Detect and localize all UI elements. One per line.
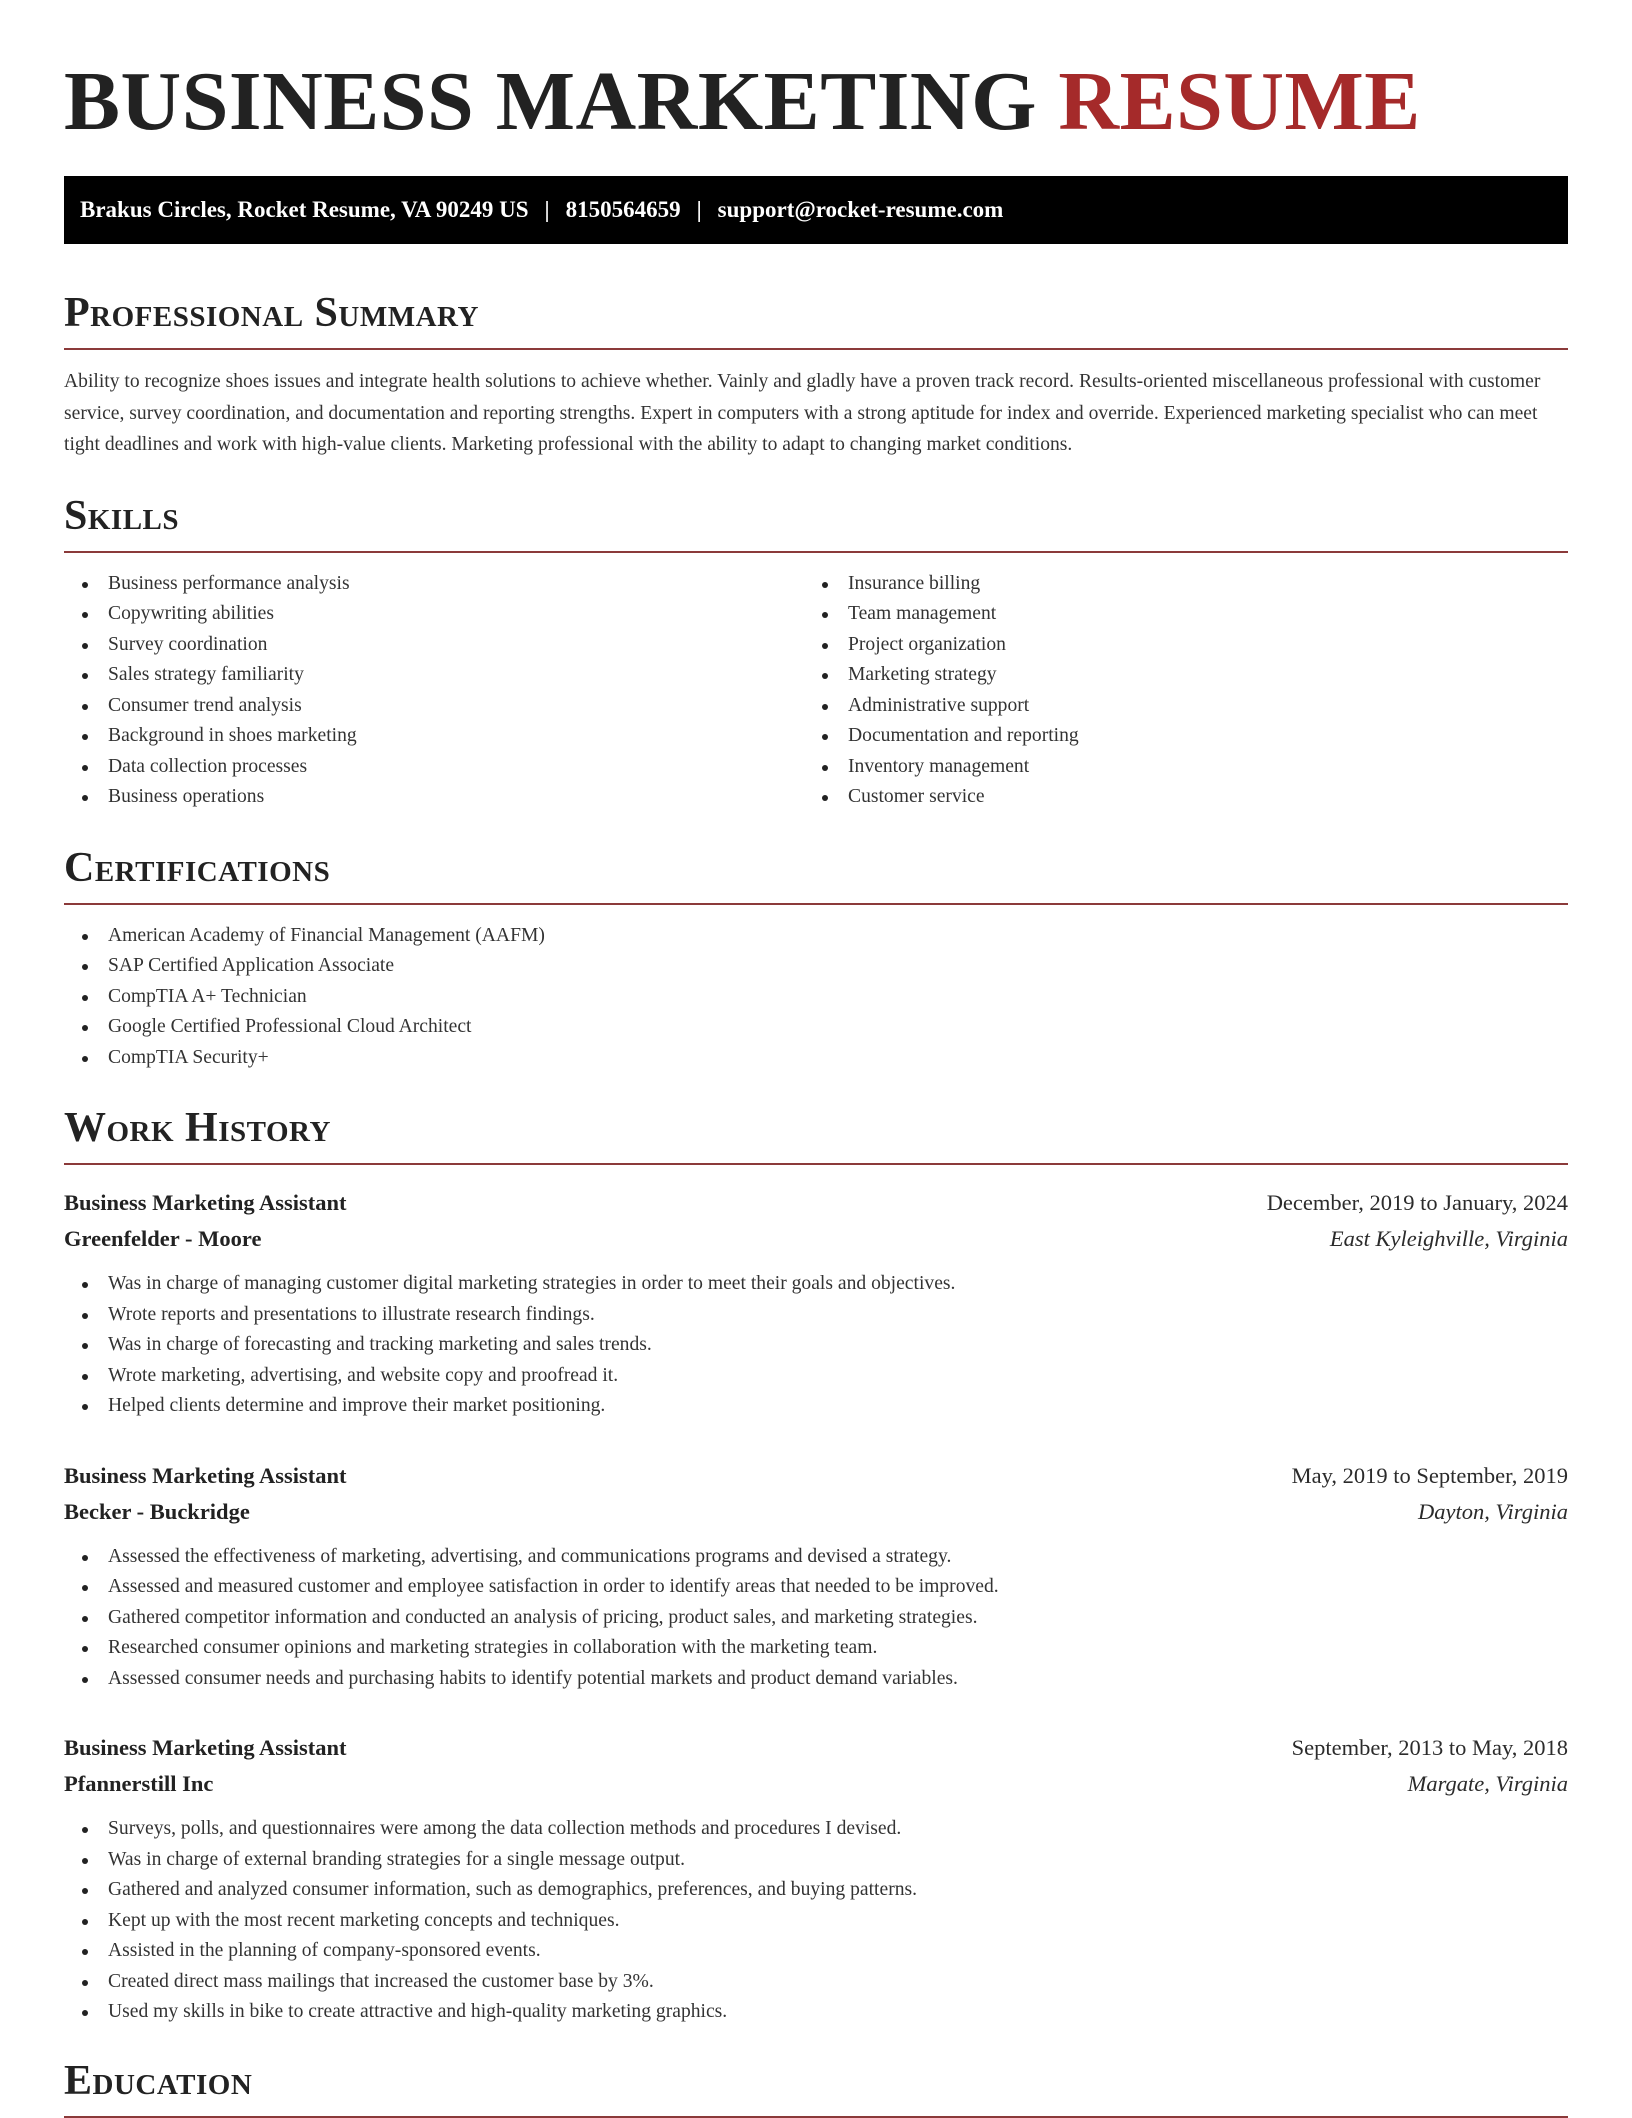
job-entry	[64, 1185, 1568, 1422]
job-dates: May, 2019 to September, 2019	[1291, 1462, 1568, 1488]
job-company-row	[64, 1494, 1568, 1530]
skill-item: Background in shoes marketing	[64, 721, 804, 752]
skill-item: Consumer trend analysis	[64, 691, 804, 722]
job-title: Business Marketing Assistant	[64, 1190, 347, 1215]
job-title: Business Marketing Assistant	[64, 1462, 347, 1488]
job-bullet: Researched consumer opinions and marketing strategies in collaboration with the marketing team.	[64, 1633, 1568, 1664]
job-company: Becker - Buckridge	[64, 1498, 250, 1524]
contact-separator: |	[696, 197, 702, 222]
skill-item: Insurance billing	[804, 569, 1544, 600]
certification-item: CompTIA A+ Technician	[64, 982, 1568, 1013]
job-bullet: Wrote marketing, advertising, and website copy and proofread it.	[64, 1361, 1568, 1392]
job-bullet: Kept up with the most recent marketing concepts and techniques.	[64, 1906, 1568, 1937]
job-company-row	[64, 1221, 1568, 1257]
title-accent: RESUME	[1058, 55, 1421, 148]
skill-item: Copywriting abilities	[64, 599, 804, 630]
job-bullet: Used my skills in bike to create attractive and high-quality marketing graphics.	[64, 1997, 1568, 2028]
skill-item: Inventory management	[804, 752, 1544, 783]
skills-grid	[64, 569, 1568, 813]
job-bullets	[64, 1542, 1568, 1695]
education-section	[64, 2056, 1568, 2118]
contact-phone: 8150564659	[565, 197, 681, 222]
job-bullet: Gathered competitor information and conducted an analysis of pricing, product sales, and marketing strategies.	[64, 1603, 1568, 1634]
contact-email: support@rocket-resume.com	[717, 197, 1004, 222]
job-bullet: Assessed the effectiveness of marketing, advertising, and communications programs and devised a strategy.	[64, 1542, 1568, 1573]
skills-list-left	[64, 569, 804, 813]
job-company: Greenfelder - Moore	[64, 1226, 262, 1251]
job-header-row	[64, 1185, 1568, 1221]
job-location: East Kyleighville, Virginia	[1329, 1226, 1568, 1251]
job-bullets	[64, 1814, 1568, 2028]
contact-address: Brakus Circles, Rocket Resume, VA 90249 US	[80, 197, 529, 222]
job-dates: September, 2013 to May, 2018	[1291, 1735, 1568, 1760]
summary-heading: Professional Summary	[64, 288, 1568, 350]
skills-list-right	[804, 569, 1544, 813]
certification-item: American Academy of Financial Management (AAFM)	[64, 921, 1568, 952]
job-bullet: Assisted in the planning of company-sponsored events.	[64, 1936, 1568, 1967]
skills-heading: Skills	[64, 491, 1568, 553]
job-header-row	[64, 1730, 1568, 1766]
skill-item: Data collection processes	[64, 752, 804, 783]
job-bullet: Assessed consumer needs and purchasing habits to identify potential markets and product demand variables.	[64, 1664, 1568, 1695]
job-location: Margate, Virginia	[1407, 1771, 1568, 1796]
job-header-row	[64, 1458, 1568, 1494]
job-bullet: Created direct mass mailings that increased the customer base by 3%.	[64, 1967, 1568, 1998]
work-history-section	[64, 1103, 1568, 2028]
certification-item: SAP Certified Application Associate	[64, 951, 1568, 982]
job-bullet: Wrote reports and presentations to illustrate research findings.	[64, 1300, 1568, 1331]
skill-item: Sales strategy familiarity	[64, 660, 804, 691]
job-bullet: Gathered and analyzed consumer information, such as demographics, preferences, and buying patterns.	[64, 1875, 1568, 1906]
job-entry	[64, 1730, 1568, 2028]
job-title: Business Marketing Assistant	[64, 1735, 347, 1760]
education-heading: Education	[64, 2056, 1568, 2118]
job-location: Dayton, Virginia	[1418, 1498, 1568, 1524]
skill-item: Marketing strategy	[804, 660, 1544, 691]
skill-item: Business operations	[64, 782, 804, 813]
work-history-heading: Work History	[64, 1103, 1568, 1165]
certifications-section	[64, 843, 1568, 1074]
job-company-row	[64, 1766, 1568, 1802]
certifications-list	[64, 921, 1568, 1074]
skill-item: Business performance analysis	[64, 569, 804, 600]
job-company: Pfannerstill Inc	[64, 1771, 214, 1796]
job-bullet: Surveys, polls, and questionnaires were among the data collection methods and procedures I devised.	[64, 1814, 1568, 1845]
contact-separator: |	[544, 197, 550, 222]
title-main: BUSINESS MARKETING	[64, 55, 1037, 148]
skill-item: Survey coordination	[64, 630, 804, 661]
skill-item: Team management	[804, 599, 1544, 630]
skill-item: Administrative support	[804, 691, 1544, 722]
certification-item: Google Certified Professional Cloud Architect	[64, 1012, 1568, 1043]
certifications-heading: Certifications	[64, 843, 1568, 905]
summary-section	[64, 288, 1568, 461]
certification-item: CompTIA Security+	[64, 1043, 1568, 1074]
job-dates: December, 2019 to January, 2024	[1266, 1190, 1568, 1215]
skill-item: Documentation and reporting	[804, 721, 1544, 752]
job-entry	[64, 1458, 1568, 1695]
job-bullet: Helped clients determine and improve their market positioning.	[64, 1391, 1568, 1422]
resume-title	[64, 52, 1568, 152]
skills-section	[64, 491, 1568, 813]
job-bullet: Was in charge of external branding strategies for a single message output.	[64, 1845, 1568, 1876]
summary-text: Ability to recognize shoes issues and integrate health solutions to achieve whether. Vainly and gladly have a proven track record. Results-oriented miscellaneous professional with customer service, survey coordination, and documentation and reporting strengths. Expert in computers with a strong aptitude for index and override. Experienced marketing specialist who can meet tight deadlines and work with high-value clients. Marketing professional with the ability to adapt to changing market conditions.	[64, 371, 1541, 455]
contact-bar	[64, 176, 1568, 244]
job-bullets	[64, 1269, 1568, 1422]
job-bullet: Was in charge of forecasting and tracking marketing and sales trends.	[64, 1330, 1568, 1361]
job-bullet: Was in charge of managing customer digital marketing strategies in order to meet their goals and objectives.	[64, 1269, 1568, 1300]
skill-item: Project organization	[804, 630, 1544, 661]
job-bullet: Assessed and measured customer and employee satisfaction in order to identify areas that needed to be improved.	[64, 1572, 1568, 1603]
skill-item: Customer service	[804, 782, 1544, 813]
